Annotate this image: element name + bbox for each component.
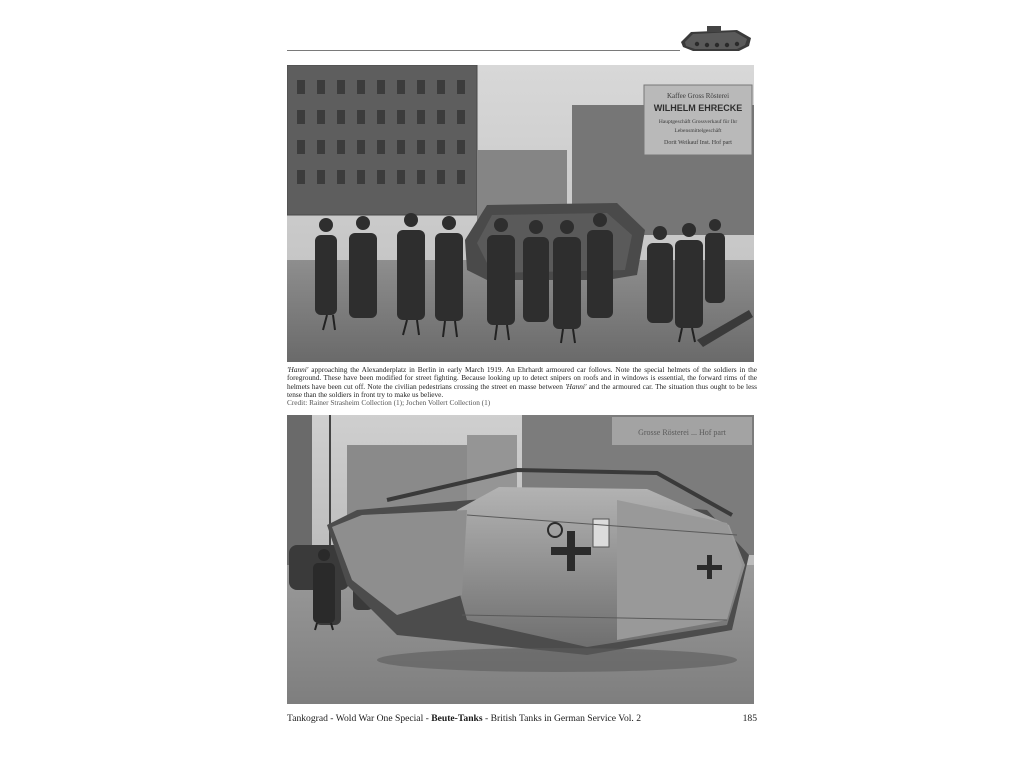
photo-alexanderplatz-soldiers: [287, 65, 754, 362]
footer-title: Beute-Tanks: [431, 713, 483, 724]
photo-caption: [287, 366, 757, 407]
billboard-line-5: Dorit Weikauf Inst. Hof part: [664, 140, 732, 146]
page-footer: [287, 713, 757, 724]
billboard-line-2: WILHELM EHRECKE: [653, 103, 743, 113]
photo-credit: Credit: Rainer Strasheim Collection (1); Jochen Vollert Collection (1): [287, 398, 491, 408]
caption-text-1: approaching the Alexanderplatz in Berlin in early March 1919. An Ehrhardt armoured car follows. Note the special helmets of the soldiers in the foreground. These have been modified for street fighting. Because looking up to detect snipers on roofs and in windows is essential, the forward rims of the helmets have been cut off. Note the civilian pedestrians crossing the street en masse between: [287, 365, 757, 391]
footer-series-suffix: - British Tanks in German Service Vol. 2: [482, 713, 642, 724]
billboard-line-3: Hauptgeschäft Grossverkauf für Ihr: [658, 119, 738, 125]
tank-silhouette-icon: [677, 24, 757, 54]
caption-text-2: and the armoured car. The situation thus ought to be less tense than the soldiers in front try to make us believe.: [287, 381, 757, 399]
billboard-line-1: Kaffee Gross Rösterei: [666, 92, 730, 100]
billboard-line-4: Lebensmittelgeschäft: [674, 128, 722, 134]
header-rule: [287, 50, 680, 51]
wall-sign: Grosse Rösterei ... Hof part: [638, 428, 726, 437]
page-number: 185: [742, 713, 757, 724]
photo-tank-hanni: [287, 415, 754, 704]
caption-tank-name-2: 'Hanni': [565, 381, 587, 391]
caption-tank-name-1: 'Hanni': [287, 365, 309, 374]
footer-series-prefix: Tankograd - Wold War One Special -: [287, 713, 432, 724]
